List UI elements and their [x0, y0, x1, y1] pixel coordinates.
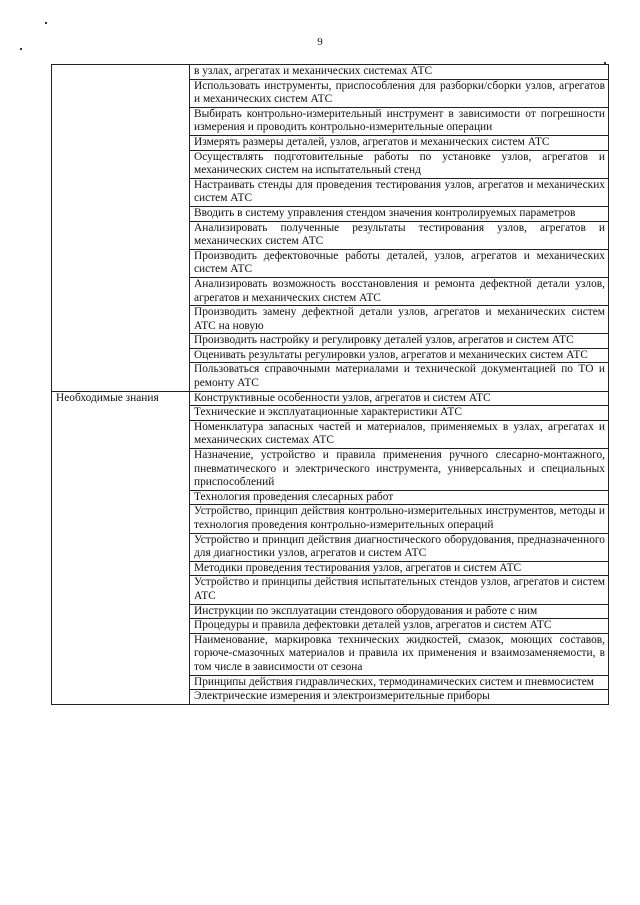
- requirement-text: Наименование, маркировка технических жидкостей, смазок, моющих составов, горюче-смазочных материалов и правила их применения и взаимозаменяемости, в том числе в зависимости от сезона: [190, 633, 609, 675]
- requirement-text: Методики проведения тестирования узлов, агрегатов и систем АТС: [190, 561, 609, 576]
- section-label-cell: Необходимые знания: [52, 391, 190, 704]
- requirement-text: Вводить в систему управления стендом значения контролируемых параметров: [190, 206, 609, 221]
- requirement-text: Выбирать контрольно-измерительный инструмент в зависимости от погрешности измерения и проводить контрольно-измерительные операции: [190, 107, 609, 135]
- table-row: [52, 65, 609, 80]
- requirement-text: Устройство и принципы действия испытательных стендов узлов, агрегатов и систем АТС: [190, 576, 609, 604]
- requirement-text: в узлах, агрегатах и механических системах АТС: [190, 65, 609, 80]
- requirement-text: Производить замену дефектной детали узлов, агрегатов и механических систем АТС на новую: [190, 306, 609, 334]
- scan-speck: [20, 48, 22, 50]
- requirement-text: Устройство, принцип действия контрольно-измерительных инструментов, методы и технология проведения контрольно-измерительных операций: [190, 505, 609, 533]
- requirement-text: Номенклатура запасных частей и материалов, применяемых в узлах, агрегатах и механических системах АТС: [190, 420, 609, 448]
- requirement-text: Конструктивные особенности узлов, агрегатов и систем АТС: [190, 391, 609, 406]
- requirements-table-body: [52, 65, 609, 705]
- requirement-text: Пользоваться справочными материалами и технической документацией по ТО и ремонту АТС: [190, 363, 609, 391]
- requirement-text: Технология проведения слесарных работ: [190, 490, 609, 505]
- requirement-text: Назначение, устройство и правила применения ручного слесарно-монтажного, пневматического и электрического инструмента, универсальных и специальных приспособлений: [190, 449, 609, 491]
- requirement-text: Производить настройку и регулировку деталей узлов, агрегатов и систем АТС: [190, 334, 609, 349]
- requirement-text: Анализировать полученные результаты тестирования узлов, агрегатов и механических систем АТС: [190, 221, 609, 249]
- page-number: 9: [317, 36, 323, 48]
- requirement-text: Осуществлять подготовительные работы по установке узлов, агрегатов и механических систем на испытательный стенд: [190, 150, 609, 178]
- table-row: [52, 391, 609, 406]
- requirement-text: Настраивать стенды для проведения тестирования узлов, агрегатов и механических систем АТС: [190, 178, 609, 206]
- requirement-text: Электрические измерения и электроизмерительные приборы: [190, 690, 609, 705]
- requirement-text: Измерять размеры деталей, узлов, агрегатов и механических систем АТС: [190, 135, 609, 150]
- requirement-text: Устройство и принцип действия диагностического оборудования, предназначенного для диагностики узлов, агрегатов и систем АТС: [190, 533, 609, 561]
- requirements-table: [51, 64, 609, 705]
- requirement-text: Процедуры и правила дефектовки деталей узлов, агрегатов и систем АТС: [190, 619, 609, 634]
- requirement-text: Оценивать результаты регулировки узлов, агрегатов и механических систем АТС: [190, 348, 609, 363]
- requirement-text: Инструкции по эксплуатации стендового оборудования и работе с ним: [190, 604, 609, 619]
- requirement-text: Производить дефектовочные работы деталей, узлов, агрегатов и механических систем АТС: [190, 249, 609, 277]
- section-label-cell: [52, 65, 190, 392]
- requirement-text: Технические и эксплуатационные характеристики АТС: [190, 406, 609, 421]
- requirement-text: Принципы действия гидравлических, термодинамических систем и пневмосистем: [190, 675, 609, 690]
- requirement-text: Использовать инструменты, приспособления для разборки/сборки узлов, агрегатов и механических систем АТС: [190, 79, 609, 107]
- requirement-text: Анализировать возможность восстановления и ремонта дефектной детали узлов, агрегатов и механических систем АТС: [190, 277, 609, 305]
- scan-speck: [45, 22, 47, 24]
